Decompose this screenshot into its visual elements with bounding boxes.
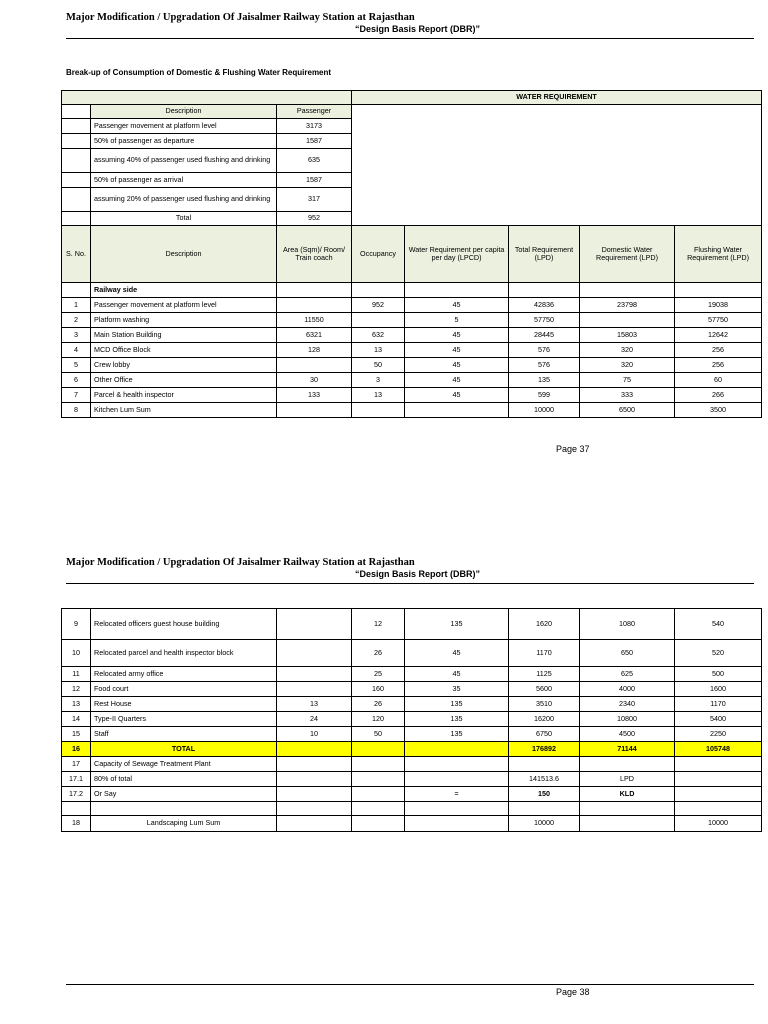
- pass-row: assuming 40% of passenger used flushing and drinking 635: [62, 149, 762, 173]
- document-subtitle: “Design Basis Report (DBR)”: [355, 24, 481, 34]
- water-requirement-table-continued: [61, 608, 762, 832]
- pass-row-total: Total 952: [62, 212, 762, 226]
- document-subtitle: “Design Basis Report (DBR)”: [355, 569, 481, 579]
- table-row: 17.1 80% of total 141513.6 LPD: [62, 772, 762, 787]
- total-row: 16 TOTAL 176892 71144 105748: [62, 742, 762, 757]
- col-total: Total Requirement (LPD): [509, 226, 580, 283]
- col-description: Description: [91, 226, 277, 283]
- table-row: 1 Passenger movement at platform level 952 45 42836 23798 19038: [62, 298, 762, 313]
- pass-header-description: Description: [91, 105, 277, 119]
- page-number: Page 38: [556, 987, 590, 997]
- header-rule: [66, 583, 754, 584]
- table-row: 8 Kitchen Lum Sum 10000 6500 3500: [62, 403, 762, 418]
- footer-rule: [66, 984, 754, 985]
- group-row: [62, 283, 762, 298]
- table-row: 5 Crew lobby 50 45 576 320 256: [62, 358, 762, 373]
- table-row: 9 Relocated officers guest house building 12 135 1620 1080 540: [62, 609, 762, 640]
- spacer-row: [62, 802, 762, 816]
- water-requirement-table: [61, 90, 762, 418]
- col-occupancy: Occupancy: [352, 226, 405, 283]
- col-per-capita: Water Requirement per capita per day (LPCD): [405, 226, 509, 283]
- table-row: 17 Capacity of Sewage Treatment Plant: [62, 757, 762, 772]
- pass-row: 50% of passenger as departure 1587: [62, 134, 762, 149]
- table-row: 10 Relocated parcel and health inspector block 26 45 1170 650 520: [62, 640, 762, 667]
- document-title: Major Modification / Upgradation Of Jaisalmer Railway Station at Rajasthan: [66, 557, 415, 568]
- table-row: 18 Landscaping Lum Sum 10000 10000: [62, 816, 762, 832]
- banner-water-requirement: WATER REQUIREMENT: [352, 91, 762, 105]
- table-row: 15 Staff 10 50 135 6750 4500 2250: [62, 727, 762, 742]
- column-header-row: [62, 226, 762, 283]
- pass-header-passenger: Passenger: [277, 105, 352, 119]
- table-row: 13 Rest House 13 26 135 3510 2340 1170: [62, 697, 762, 712]
- table-row: 4 MCD Office Block 128 13 45 576 320 256: [62, 343, 762, 358]
- pass-row: Passenger movement at platform level 3173: [62, 119, 762, 134]
- col-sno: S. No.: [62, 226, 91, 283]
- col-domestic: Domestic Water Requirement (LPD): [580, 226, 675, 283]
- pass-row: 50% of passenger as arrival 1587: [62, 173, 762, 188]
- group-label: Railway side: [91, 283, 277, 298]
- document-title: Major Modification / Upgradation Of Jaisalmer Railway Station at Rajasthan: [66, 12, 415, 23]
- table-row: 11 Relocated army office 25 45 1125 625 500: [62, 667, 762, 682]
- pass-row: assuming 20% of passenger used flushing and drinking 317: [62, 188, 762, 212]
- table-row: 14 Type-II Quarters 24 120 135 16200 10800 5400: [62, 712, 762, 727]
- table-row: 2 Platform washing 11550 5 57750 57750: [62, 313, 762, 328]
- table-row: 3 Main Station Building 6321 632 45 28445 15803 12642: [62, 328, 762, 343]
- table-row: 12 Food court 160 35 5600 4000 1600: [62, 682, 762, 697]
- table-row: 6 Other Office 30 3 45 135 75 60: [62, 373, 762, 388]
- table-row: 7 Parcel & health inspector 133 13 45 599 333 266: [62, 388, 762, 403]
- page-number: Page 37: [556, 444, 590, 454]
- section-title: Break-up of Consumption of Domestic & Flushing Water Requirement: [66, 68, 332, 77]
- col-area: Area (Sqm)/ Room/ Train coach: [277, 226, 352, 283]
- col-flushing: Flushing Water Requirement (LPD): [675, 226, 762, 283]
- header-rule: [66, 38, 754, 39]
- table-row: 17.2 Or Say = 150 KLD: [62, 787, 762, 802]
